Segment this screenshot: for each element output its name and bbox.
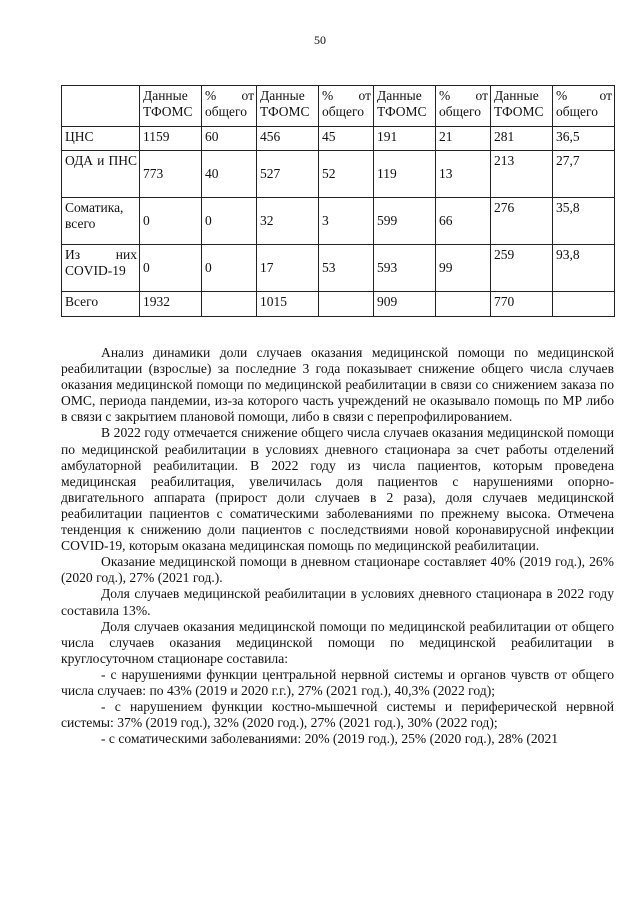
table-cell: 276 (491, 198, 553, 245)
table-cell: 0 (202, 198, 257, 245)
paragraph: Доля случаев медицинской реабилитации в условиях дневного стационара в 2022 году составила 13%. (61, 586, 614, 618)
table-header-row (62, 86, 615, 127)
table-cell: 191 (374, 127, 436, 151)
page-number: 50 (314, 33, 326, 47)
table-cell: 60 (202, 127, 257, 151)
table-cell (553, 292, 615, 317)
table-cell: 17 (257, 245, 319, 292)
table-row (62, 127, 615, 151)
row-label-cell: ЦНС (62, 127, 140, 151)
table-cell: 909 (374, 292, 436, 317)
table-cell: 52 (319, 151, 374, 198)
header-cell: % от общего (319, 86, 374, 127)
table-cell: 119 (374, 151, 436, 198)
header-cell: Данные ТФОМС (491, 86, 553, 127)
table-row (62, 245, 615, 292)
body-text (61, 345, 614, 747)
list-paragraph: - с соматическими заболеваниями: 20% (2019 год.), 25% (2020 год.), 28% (2021 (101, 731, 559, 747)
table-cell: 93,8 (553, 245, 615, 292)
table-cell: 1932 (140, 292, 202, 317)
table-cell: 599 (374, 198, 436, 245)
table-cell: 0 (202, 245, 257, 292)
header-cell: % от общего (553, 86, 615, 127)
table-cell (436, 292, 491, 317)
table-cell: 213 (491, 151, 553, 198)
header-cell: Данные ТФОМС (140, 86, 202, 127)
table-cell (319, 292, 374, 317)
header-cell (62, 86, 140, 127)
table-cell (202, 292, 257, 317)
table-cell: 40 (202, 151, 257, 198)
header-cell: Данные ТФОМС (257, 86, 319, 127)
header-cell: % от общего (202, 86, 257, 127)
table-row (62, 292, 615, 317)
table-cell: 32 (257, 198, 319, 245)
table-cell: 66 (436, 198, 491, 245)
paragraph: Анализ динамики доли случаев оказания медицинской помощи по медицинской реабилитации (взрослые) за последние 3 года показывает снижение общего числа случаев оказания медицинской помощи по медицинской реабилитации в связи со снижением заказа по ОМС, периода пандемии, из-за которого часть учреждений не оказывало помощь по МР либо в связи с закрытием плановой помощи, либо в связи с перепрофилированием. (61, 345, 614, 425)
table-cell: 21 (436, 127, 491, 151)
table-cell: 281 (491, 127, 553, 151)
table-cell: 99 (436, 245, 491, 292)
table-cell: 773 (140, 151, 202, 198)
rehab-statistics-table (61, 85, 615, 317)
list-paragraph: - с нарушениями функции центральной нервной системы и органов чувств от общего числа случаев: по 43% (2019 и 2020 г.г.), 27% (2021 год.), 40,3% (2022 год); (61, 666, 614, 698)
table-cell: 593 (374, 245, 436, 292)
table-cell: 27,7 (553, 151, 615, 198)
table-cell: 1015 (257, 292, 319, 317)
table-cell: 53 (319, 245, 374, 292)
list-paragraph: - с нарушением функции костно-мышечной системы и периферической нервной системы: 37% (2019 год.), 32% (2020 год.), 27% (2021 год.), 30% (2022 год); (61, 699, 614, 731)
table-cell: 527 (257, 151, 319, 198)
paragraph: Доля случаев оказания медицинской помощи по медицинской реабилитации от общего числа случаев оказания медицинской помощи по медицинской реабилитации в круглосуточном стационаре составила: (61, 618, 614, 666)
table-cell: 1159 (140, 127, 202, 151)
row-label-cell: Соматика, всего (62, 198, 140, 245)
table-cell: 770 (491, 292, 553, 317)
table-row (62, 151, 615, 198)
row-label-cell: ОДА и ПНС (62, 151, 140, 198)
table-cell: 0 (140, 198, 202, 245)
table-cell: 259 (491, 245, 553, 292)
header-cell: % от общего (436, 86, 491, 127)
table-cell: 456 (257, 127, 319, 151)
header-cell: Данные ТФОМС (374, 86, 436, 127)
row-label-cell: Всего (62, 292, 140, 317)
paragraph: В 2022 году отмечается снижение общего числа случаев оказания медицинской помощи по медицинской реабилитации в условиях дневного стационара за счет работы отделений амбулаторной реабилитации. В 2022 году из числа пациентов, которым проведена медицинская реабилитация, увеличилась доля пациентов с нарушениями опорно-двигательного аппарата (прирост доли случаев в 2 раза), доля случаев медицинской реабилитации пациентов с соматическими заболеваниями по прежнему высока. Отмечена тенденция к снижению доли пациентов с последствиями новой коронавирусной инфекции COVID-19, которым оказана медицинская помощь по медицинской реабилитации. (61, 425, 614, 554)
table-row (62, 198, 615, 245)
row-label-cell: Из них COVID-19 (62, 245, 140, 292)
table-cell: 36,5 (553, 127, 615, 151)
table-cell: 3 (319, 198, 374, 245)
paragraph: Оказание медицинской помощи в дневном стационаре составляет 40% (2019 год.), 26% (2020 год.), 27% (2021 год.). (61, 554, 614, 586)
table-cell: 0 (140, 245, 202, 292)
table-cell: 35,8 (553, 198, 615, 245)
table-cell: 45 (319, 127, 374, 151)
table-cell: 13 (436, 151, 491, 198)
